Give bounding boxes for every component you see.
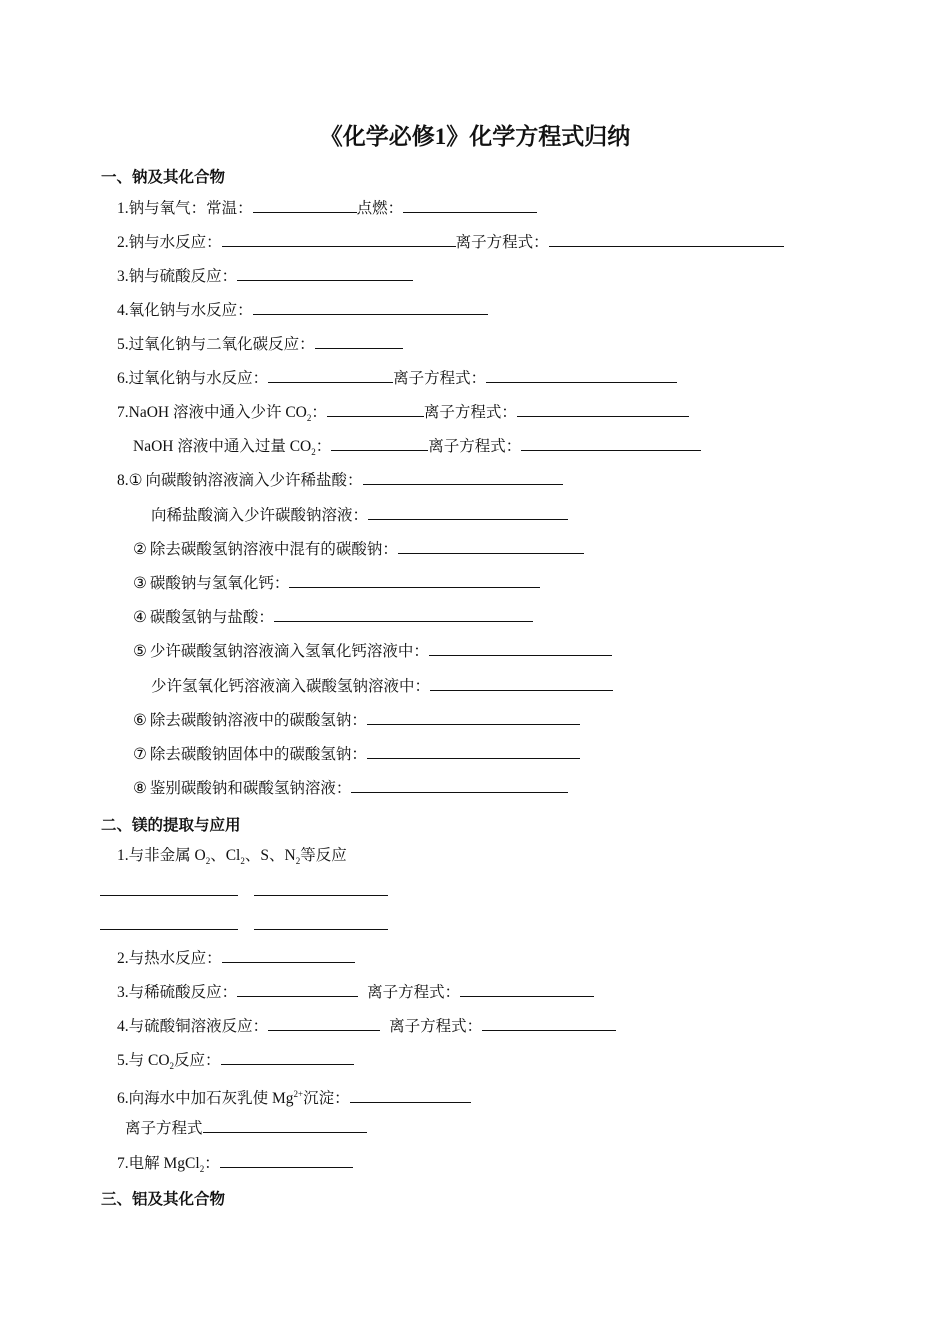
label: 6.向海水中加石灰乳使 Mg (117, 1090, 294, 1108)
answer-blank[interactable] (521, 436, 701, 451)
item-mg-1 (117, 846, 347, 871)
label: 除去碳酸钠溶液中的碳酸氢钠： (149, 712, 367, 729)
circled-number: ⑥ (133, 712, 147, 729)
subscript: 2 (240, 856, 245, 867)
circled-number: ⑦ (133, 746, 147, 763)
item-8-3 (133, 573, 540, 594)
answer-blank[interactable] (100, 915, 238, 930)
label: 2.与热水反应： (117, 950, 222, 967)
answer-blank[interactable] (220, 1153, 353, 1168)
answer-blank[interactable] (429, 641, 612, 656)
answer-blank[interactable] (403, 198, 537, 213)
label: 沉淀： (303, 1090, 350, 1108)
label: 碳酸钠与氢氧化钙： (149, 575, 290, 592)
item-8-6 (133, 710, 580, 731)
item-mg-6b (125, 1118, 367, 1139)
answer-blank[interactable] (100, 881, 238, 896)
label: 反应： (174, 1052, 221, 1069)
label: 鉴别碳酸钠和碳酸氢钠溶液： (149, 780, 352, 797)
answer-blank[interactable] (315, 334, 403, 349)
item-3 (117, 266, 413, 287)
label: 向稀盐酸滴入少许碳酸钠溶液： (151, 507, 369, 524)
answer-blank[interactable] (203, 1118, 367, 1133)
item-8-4 (133, 607, 533, 628)
label: 7.NaOH 溶液中通入少许 CO (117, 404, 307, 421)
answer-blank[interactable] (254, 915, 388, 930)
colon: ： (204, 1155, 220, 1172)
circled-number: ④ (133, 609, 147, 626)
label: 离子方程式： (389, 1018, 483, 1035)
label: 1.与非金属 O (117, 847, 206, 864)
answer-row (100, 915, 388, 936)
item-mg-5 (117, 1050, 354, 1076)
label: 碳酸氢钠与盐酸： (149, 609, 274, 626)
circled-number: ① (128, 472, 143, 489)
item-mg-6 (117, 1084, 471, 1109)
label: 3.与稀硫酸反应： (117, 984, 238, 1001)
item-2-sodium-water (117, 232, 784, 253)
answer-blank[interactable] (222, 232, 456, 247)
label: 等反应 (300, 847, 347, 864)
label: 离子方程式 (125, 1120, 203, 1137)
item-6 (117, 368, 677, 389)
label: 离子方程式： (428, 438, 522, 455)
label: 4.氧化钠与水反应： (117, 302, 253, 319)
label: 离子方程式： (423, 404, 517, 421)
item-8-2 (133, 539, 584, 560)
label: 1.钠与氧气：常温： (117, 200, 253, 217)
label: 少许氢氧化钙溶液滴入碳酸氢钠溶液中： (151, 678, 431, 695)
answer-blank[interactable] (253, 300, 488, 315)
subscript: 2 (306, 413, 312, 424)
answer-blank[interactable] (517, 402, 689, 417)
label: 离子方程式： (367, 984, 461, 1001)
subscript: 2 (199, 1164, 205, 1175)
answer-blank[interactable] (254, 881, 388, 896)
label: 4.与硫酸铜溶液反应： (117, 1018, 269, 1035)
answer-blank[interactable] (350, 1088, 471, 1103)
item-7b (133, 436, 701, 462)
label: 8. (117, 472, 129, 489)
circled-number: ⑧ (133, 780, 147, 797)
section-heading-sodium: 一、钠及其化合物 (101, 169, 226, 186)
circled-number: ⑤ (133, 643, 147, 660)
circled-number: ② (133, 541, 147, 558)
colon: ： (311, 404, 327, 421)
answer-blank[interactable] (268, 1016, 380, 1031)
answer-blank[interactable] (460, 982, 594, 997)
label: 3.钠与硫酸反应： (117, 268, 238, 285)
answer-blank[interactable] (367, 710, 580, 725)
answer-blank[interactable] (268, 368, 393, 383)
item-8-1b (151, 505, 568, 526)
item-7 (117, 402, 689, 428)
circled-number: ③ (133, 575, 147, 592)
subscript: 2 (205, 856, 211, 867)
label: 除去碳酸氢钠溶液中混有的碳酸钠： (149, 541, 398, 558)
label: 2.钠与水反应： (117, 234, 222, 251)
label: 5.过氧化钠与二氧化碳反应： (117, 336, 315, 353)
label: 离子方程式： (393, 370, 487, 387)
section-heading-magnesium: 二、镁的提取与应用 (101, 817, 241, 834)
answer-blank[interactable] (253, 198, 357, 213)
label: 向碳酸钠溶液滴入少许稀盐酸： (145, 472, 363, 489)
item-4 (117, 300, 488, 321)
label: 除去碳酸钠固体中的碳酸氢钠： (149, 746, 367, 763)
item-mg-4 (117, 1016, 616, 1037)
page-title: 《化学必修1》化学方程式归纳 (319, 124, 631, 149)
answer-blank[interactable] (549, 232, 784, 247)
answer-blank[interactable] (363, 470, 563, 485)
answer-blank[interactable] (368, 505, 568, 520)
label: 少许碳酸氢钠溶液滴入氢氧化钙溶液中： (149, 643, 429, 660)
label: 7.电解 MgCl (117, 1155, 200, 1172)
answer-blank[interactable] (367, 744, 580, 759)
answer-blank[interactable] (237, 982, 358, 997)
answer-blank[interactable] (351, 778, 568, 793)
label: NaOH 溶液中通入过量 CO (133, 438, 312, 455)
item-mg-7 (117, 1153, 353, 1179)
label: 、Cl (210, 847, 241, 864)
answer-blank[interactable] (222, 948, 355, 963)
subscript: 2 (169, 1061, 175, 1072)
answer-row (100, 881, 388, 902)
item-5 (117, 334, 403, 355)
item-8-7 (133, 744, 580, 765)
label: 5.与 CO (117, 1052, 170, 1069)
answer-blank[interactable] (331, 436, 428, 451)
item-1-sodium-oxygen (117, 198, 537, 219)
answer-blank[interactable] (289, 573, 540, 588)
colon: ： (315, 438, 332, 455)
superscript: 2+ (293, 1089, 304, 1099)
subscript: 2 (295, 856, 301, 867)
item-8-1 (117, 470, 563, 491)
label: 点燃： (356, 200, 404, 217)
section-heading-aluminum: 三、铝及其化合物 (101, 1191, 226, 1208)
item-8-5 (133, 641, 612, 662)
answer-blank[interactable] (274, 607, 533, 622)
answer-blank[interactable] (486, 368, 677, 383)
item-mg-3 (117, 982, 594, 1003)
answer-blank[interactable] (430, 676, 613, 691)
label: 6.过氧化钠与水反应： (117, 370, 269, 387)
answer-blank[interactable] (221, 1050, 354, 1065)
label: 离子方程式： (455, 234, 549, 251)
item-8-8 (133, 778, 568, 799)
item-8-5b (151, 676, 613, 697)
answer-blank[interactable] (237, 266, 413, 281)
answer-blank[interactable] (482, 1016, 616, 1031)
label: 、S、N (244, 847, 296, 864)
item-mg-2 (117, 948, 355, 969)
subscript: 2 (311, 447, 316, 458)
answer-blank[interactable] (398, 539, 584, 554)
answer-blank[interactable] (327, 402, 424, 417)
